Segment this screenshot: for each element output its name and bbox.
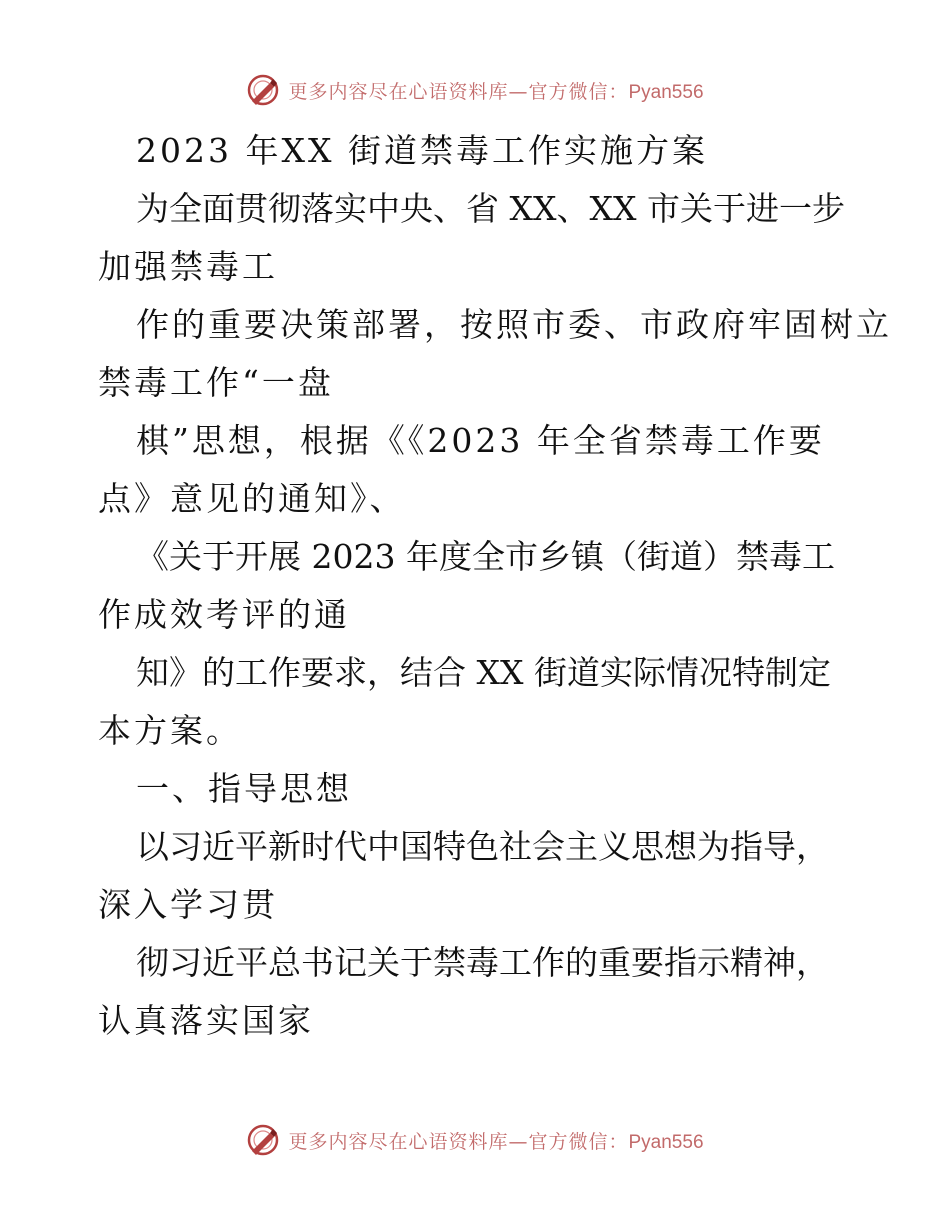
- pen-logo-icon: [246, 1123, 280, 1157]
- paragraph-line: 以习近平新时代中国特色社会主义思想为指导，: [136, 827, 829, 866]
- paragraph-line: 知》的工作要求，结合 XX 街道实际情况特制定: [136, 653, 831, 692]
- paragraph-line: 禁毒工作“一盘: [98, 363, 334, 402]
- watermark-text: 更多内容尽在心语资料库—官方微信：: [288, 1130, 629, 1153]
- paragraph-line: 点》意见的通知》、: [98, 479, 406, 518]
- pen-logo-icon: [246, 73, 280, 107]
- watermark-label: [288, 77, 703, 104]
- paragraph-line: 为全面贯彻落实中央、省 XX、XX 市关于进一步: [136, 189, 845, 228]
- header-watermark: [0, 70, 950, 110]
- watermark-wechat-id: Pyan556: [628, 81, 704, 103]
- watermark-label: [288, 1127, 703, 1154]
- paragraph-line: 彻习近平总书记关于禁毒工作的重要指示精神，: [136, 943, 829, 982]
- paragraph-line: 本方案。: [98, 711, 242, 750]
- document-title: 2023 年XX 街道禁毒工作实施方案: [136, 131, 708, 170]
- paragraph-line: 作成效考评的通: [98, 595, 350, 634]
- paragraph-line: 作的重要决策部署，按照市委、市政府牢固树立: [136, 305, 892, 344]
- paragraph-line: 棋”思想，根据《《2023 年全省禁毒工作要: [136, 421, 825, 460]
- paragraph-line: 加强禁毒工: [98, 247, 278, 286]
- watermark-text: 更多内容尽在心语资料库—官方微信：: [288, 80, 629, 103]
- paragraph-line: 认真落实国家: [98, 1001, 314, 1040]
- watermark-wechat-id: Pyan556: [628, 1131, 704, 1153]
- document-body: [98, 122, 892, 1050]
- paragraph-line: 《关于开展 2023 年度全市乡镇（街道）禁毒工: [136, 537, 835, 576]
- section-heading: 一、指导思想: [136, 769, 352, 808]
- paragraph-line: 深入学习贯: [98, 885, 278, 924]
- footer-watermark: [0, 1120, 950, 1160]
